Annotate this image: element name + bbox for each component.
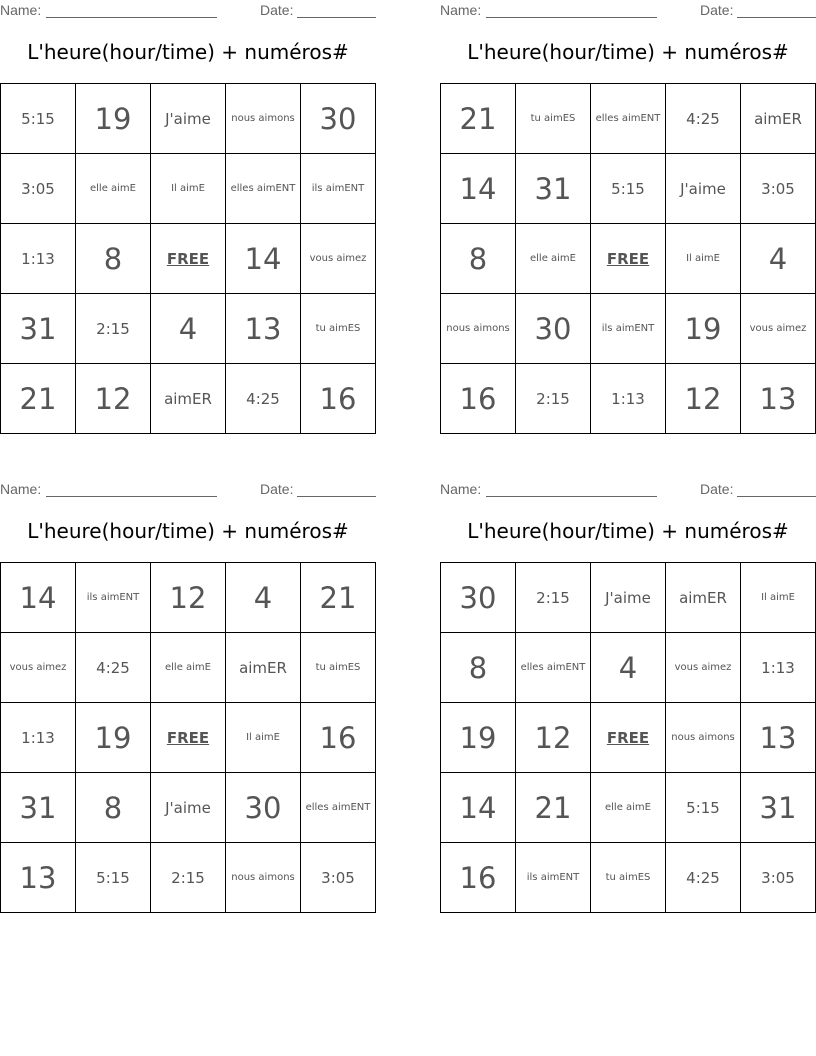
grid-cell: 19 [76, 84, 151, 154]
grid-cell: 3:05 [741, 154, 816, 224]
grid-cell: J'aime [591, 563, 666, 633]
grid-row [1, 154, 376, 224]
grid-cell: ils aimENT [591, 294, 666, 364]
grid-cell: Il aimE [226, 703, 301, 773]
grid-cell: 3:05 [741, 843, 816, 913]
grid-cell: 12 [666, 364, 741, 434]
grid-cell: ils aimENT [301, 154, 376, 224]
grid-cell: 13 [1, 843, 76, 913]
grid-cell: 3:05 [301, 843, 376, 913]
grid-cell: 31 [516, 154, 591, 224]
bingo-grid [440, 83, 816, 434]
grid-cell: 1:13 [741, 633, 816, 703]
grid-cell: vous aimez [666, 633, 741, 703]
grid-cell: 16 [441, 843, 516, 913]
grid-cell: Il aimE [741, 563, 816, 633]
name-label: Name: [440, 2, 482, 18]
grid-cell: 4:25 [666, 84, 741, 154]
grid-cell: aimER [666, 563, 741, 633]
grid-cell: nous aimons [666, 703, 741, 773]
grid-cell: 31 [1, 773, 76, 843]
date-line [297, 496, 376, 497]
grid-cell: nous aimons [226, 84, 301, 154]
grid-row [441, 563, 816, 633]
grid-cell: J'aime [151, 84, 226, 154]
grid-cell: 8 [76, 224, 151, 294]
grid-cell: 2:15 [76, 294, 151, 364]
grid-cell: vous aimez [1, 633, 76, 703]
grid-row [441, 633, 816, 703]
card-title: L'heure(hour/time) + numéros# [467, 40, 789, 64]
grid-cell: 2:15 [516, 563, 591, 633]
grid-cell: 5:15 [1, 84, 76, 154]
grid-cell: 21 [516, 773, 591, 843]
grid-cell: elles aimENT [591, 84, 666, 154]
grid-cell: elles aimENT [516, 633, 591, 703]
grid-row [1, 843, 376, 913]
grid-cell: 30 [516, 294, 591, 364]
grid-cell: 8 [441, 224, 516, 294]
grid-row [441, 773, 816, 843]
name-line [486, 17, 657, 18]
name-line [46, 496, 217, 497]
grid-cell: tu aimES [301, 294, 376, 364]
date-label: Date: [700, 2, 734, 18]
grid-cell: 5:15 [591, 154, 666, 224]
grid-cell: tu aimES [516, 84, 591, 154]
name-label: Name: [0, 481, 42, 497]
free-space-cell: FREE [591, 703, 666, 773]
grid-cell: 31 [741, 773, 816, 843]
grid-cell: 21 [301, 563, 376, 633]
grid-cell: 1:13 [1, 224, 76, 294]
date-label: Date: [700, 481, 734, 497]
grid-cell: 4:25 [76, 633, 151, 703]
grid-cell: elle aimE [591, 773, 666, 843]
grid-cell: 21 [441, 84, 516, 154]
card-title: L'heure(hour/time) + numéros# [467, 519, 789, 543]
date-label: Date: [260, 2, 294, 18]
grid-cell: 1:13 [1, 703, 76, 773]
grid-cell: 12 [76, 364, 151, 434]
grid-cell: 5:15 [666, 773, 741, 843]
grid-cell: elles aimENT [226, 154, 301, 224]
grid-cell: Il aimE [151, 154, 226, 224]
grid-row [441, 224, 816, 294]
grid-cell: 12 [516, 703, 591, 773]
grid-cell: 19 [666, 294, 741, 364]
grid-cell: 8 [441, 633, 516, 703]
grid-cell: J'aime [151, 773, 226, 843]
date-line [737, 496, 816, 497]
date-line [737, 17, 816, 18]
grid-cell: 12 [151, 563, 226, 633]
grid-row [441, 154, 816, 224]
grid-row [1, 294, 376, 364]
grid-cell: 13 [741, 364, 816, 434]
date-line [297, 17, 376, 18]
grid-row [1, 364, 376, 434]
name-label: Name: [440, 481, 482, 497]
grid-row [1, 773, 376, 843]
grid-cell: 2:15 [151, 843, 226, 913]
grid-cell: 14 [1, 563, 76, 633]
grid-cell: 4 [151, 294, 226, 364]
grid-cell: Il aimE [666, 224, 741, 294]
grid-cell: 31 [1, 294, 76, 364]
name-line [486, 496, 657, 497]
grid-cell: 21 [1, 364, 76, 434]
grid-cell: vous aimez [301, 224, 376, 294]
grid-row [1, 703, 376, 773]
grid-cell: elle aimE [516, 224, 591, 294]
grid-cell: 4:25 [666, 843, 741, 913]
name-line [46, 17, 217, 18]
grid-cell: nous aimons [441, 294, 516, 364]
grid-cell: 4 [591, 633, 666, 703]
grid-cell: 13 [741, 703, 816, 773]
grid-cell: elle aimE [76, 154, 151, 224]
grid-row [441, 703, 816, 773]
grid-cell: elles aimENT [301, 773, 376, 843]
card-title: L'heure(hour/time) + numéros# [27, 40, 349, 64]
name-label: Name: [0, 2, 42, 18]
card-header [440, 2, 816, 20]
grid-cell: 14 [226, 224, 301, 294]
grid-row [441, 364, 816, 434]
grid-cell: 8 [76, 773, 151, 843]
date-label: Date: [260, 481, 294, 497]
bingo-grid [0, 562, 376, 913]
grid-cell: ils aimENT [76, 563, 151, 633]
grid-cell: 30 [441, 563, 516, 633]
bingo-card [0, 479, 376, 919]
bingo-card [0, 0, 376, 440]
grid-cell: 4 [226, 563, 301, 633]
grid-cell: 16 [301, 364, 376, 434]
grid-cell: 30 [226, 773, 301, 843]
grid-cell: vous aimez [741, 294, 816, 364]
grid-row [1, 633, 376, 703]
free-space-cell: FREE [591, 224, 666, 294]
card-title: L'heure(hour/time) + numéros# [27, 519, 349, 543]
grid-row [1, 224, 376, 294]
grid-cell: 3:05 [1, 154, 76, 224]
grid-row [1, 84, 376, 154]
grid-cell: elle aimE [151, 633, 226, 703]
grid-cell: 2:15 [516, 364, 591, 434]
grid-cell: J'aime [666, 154, 741, 224]
grid-cell: aimER [741, 84, 816, 154]
bingo-grid [440, 562, 816, 913]
grid-cell: 16 [301, 703, 376, 773]
grid-cell: tu aimES [591, 843, 666, 913]
card-header [0, 481, 376, 499]
grid-cell: aimER [226, 633, 301, 703]
grid-cell: 5:15 [76, 843, 151, 913]
grid-cell: 16 [441, 364, 516, 434]
grid-cell: nous aimons [226, 843, 301, 913]
grid-cell: 30 [301, 84, 376, 154]
grid-cell: tu aimES [301, 633, 376, 703]
bingo-grid [0, 83, 376, 434]
grid-cell: 13 [226, 294, 301, 364]
grid-cell: 1:13 [591, 364, 666, 434]
bingo-card [440, 0, 816, 440]
grid-cell: aimER [151, 364, 226, 434]
grid-row [441, 294, 816, 364]
grid-cell: 14 [441, 773, 516, 843]
grid-cell: 19 [76, 703, 151, 773]
grid-cell: ils aimENT [516, 843, 591, 913]
free-space-cell: FREE [151, 224, 226, 294]
grid-cell: 14 [441, 154, 516, 224]
grid-row [1, 563, 376, 633]
grid-row [441, 843, 816, 913]
bingo-card [440, 479, 816, 919]
grid-cell: 19 [441, 703, 516, 773]
grid-cell: 4 [741, 224, 816, 294]
card-header [440, 481, 816, 499]
free-space-cell: FREE [151, 703, 226, 773]
grid-row [441, 84, 816, 154]
grid-cell: 4:25 [226, 364, 301, 434]
card-header [0, 2, 376, 20]
